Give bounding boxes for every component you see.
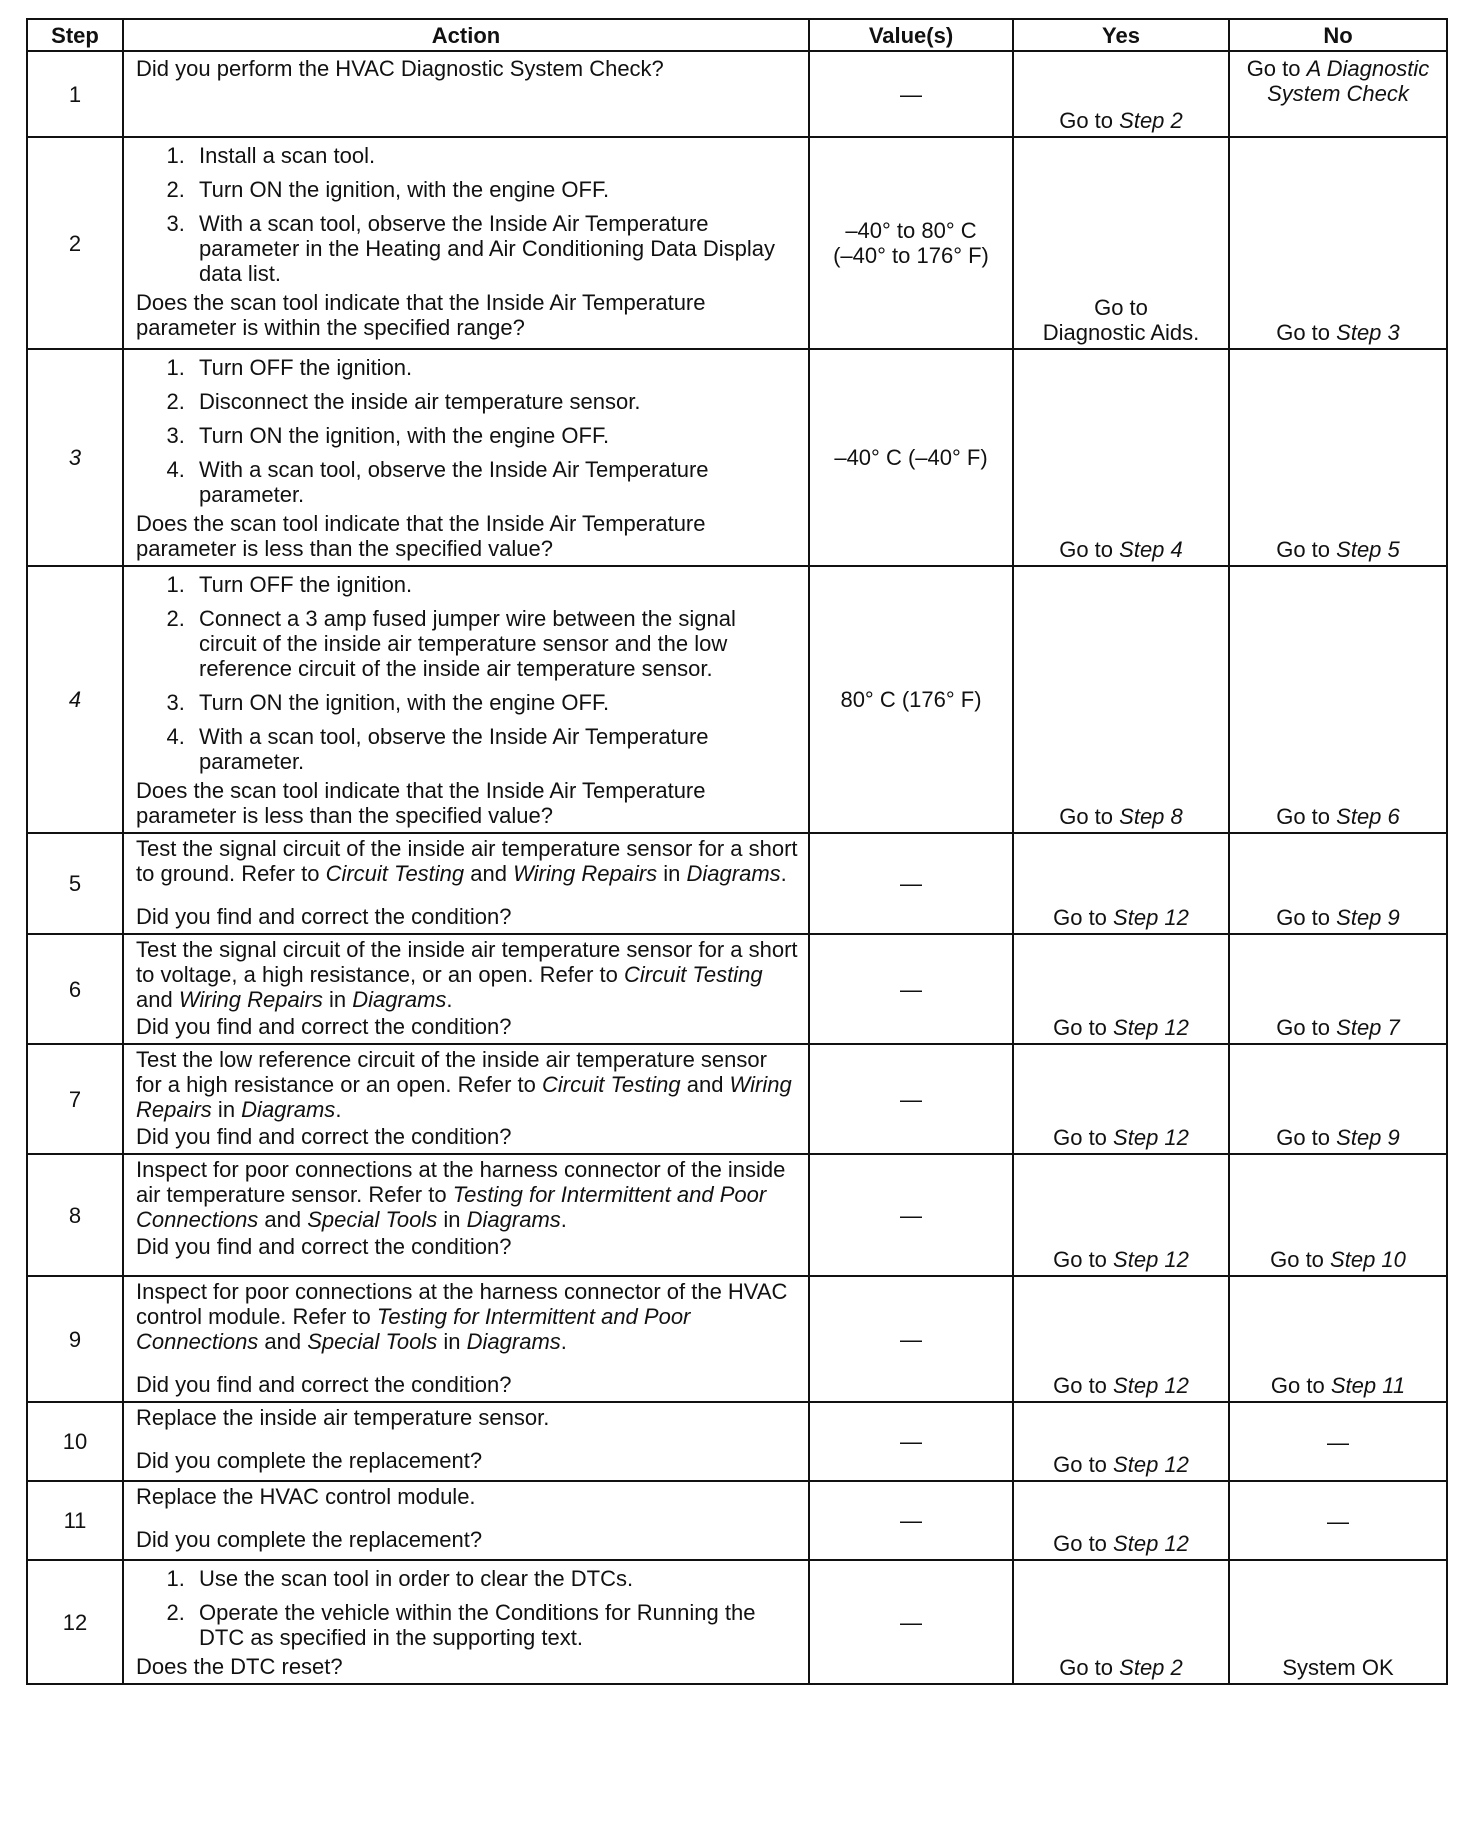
no-step-ref: Step 5 xyxy=(1336,537,1400,562)
table-row-step-8 xyxy=(27,1154,1447,1276)
action-item: 2. Turn ON the ignition, with the engine OFF. xyxy=(191,177,798,202)
action-text: Inspect for poor connections at the harness connector of the HVAC control module. Refer to Testing for Intermittent and Poor Connections and Special Tools in Diagrams. xyxy=(136,1279,788,1354)
value-dash: — xyxy=(900,1326,922,1352)
no-step-ref: Step 10 xyxy=(1330,1247,1406,1272)
action-text: Test the signal circuit of the inside air temperature sensor for a short to voltage, a high resistance, or an open. Refer to Circuit Testing and Wiring Repairs in Diagrams. xyxy=(136,937,798,1012)
yes-goto: Go to xyxy=(1053,1531,1107,1556)
action-item: 3. Turn ON the ignition, with the engine OFF. xyxy=(191,690,798,715)
action-question: Did you complete the replacement? xyxy=(136,1448,483,1473)
yes-goto: Go to xyxy=(1059,537,1114,562)
action-item: 3. Turn ON the ignition, with the engine OFF. xyxy=(191,423,798,448)
yes-cell xyxy=(1013,566,1229,833)
value-line: (–40° to 176° F) xyxy=(833,243,989,268)
value-dash: — xyxy=(900,1508,922,1533)
yes-step-ref: Step 4 xyxy=(1119,537,1183,562)
action-item: 1. Turn OFF the ignition. xyxy=(191,355,798,380)
action-cell xyxy=(123,51,809,137)
action-question: Did you perform the HVAC Diagnostic System Check? xyxy=(136,56,664,81)
step-number: 2 xyxy=(27,137,123,349)
ref-special-tools: Special Tools xyxy=(307,1207,438,1232)
no-cell xyxy=(1229,137,1447,349)
value-cell xyxy=(809,833,1013,934)
action-cell xyxy=(123,1560,809,1684)
no-step-ref: Step 7 xyxy=(1336,1015,1400,1040)
value-cell xyxy=(809,1044,1013,1154)
action-text-main: Inspect for poor connections at the harness connector of the HVAC control module. Refer to xyxy=(136,1279,788,1329)
ref-wiring-repairs: Wiring Repairs xyxy=(513,861,658,886)
action-question: Did you complete the replacement? xyxy=(136,1527,483,1552)
yes-step-ref: Step 2 xyxy=(1119,1655,1183,1680)
table-row-step-12 xyxy=(27,1560,1447,1684)
no-cell xyxy=(1229,51,1447,137)
action-cell xyxy=(123,833,809,934)
yes-step-ref: Step 12 xyxy=(1113,1125,1189,1150)
value-dash: — xyxy=(900,1609,922,1635)
action-question: Did you find and correct the condition? xyxy=(136,904,512,929)
yes-step-ref: Step 2 xyxy=(1119,108,1183,133)
table-row-step-1 xyxy=(27,51,1447,137)
yes-cell xyxy=(1013,1276,1229,1402)
action-cell xyxy=(123,137,809,349)
table-row-step-3 xyxy=(27,349,1447,566)
no-cell xyxy=(1229,1276,1447,1402)
ref-wiring-repairs: Wiring Repairs xyxy=(178,987,323,1012)
diagnostic-table xyxy=(26,18,1448,1685)
yes-goto: Go to xyxy=(1094,295,1148,320)
action-text: Test the signal circuit of the inside air temperature sensor for a short to ground. Refer to Circuit Testing and Wiring Repairs in Diagrams. xyxy=(136,836,798,886)
no-goto: Go to xyxy=(1276,537,1331,562)
yes-step-ref: Step 12 xyxy=(1113,1452,1189,1477)
action-item: 4. With a scan tool, observe the Inside Air Temperature parameter. xyxy=(191,724,798,774)
ref-diagrams: Diagrams xyxy=(352,987,447,1012)
no-goto: Go to xyxy=(1270,1373,1325,1398)
no-cell xyxy=(1229,349,1447,566)
action-cell xyxy=(123,1276,809,1402)
value-cell xyxy=(809,1481,1013,1560)
action-cell xyxy=(123,1402,809,1481)
action-question: Did you find and correct the condition? xyxy=(136,1234,512,1259)
header-action: Action xyxy=(123,19,809,51)
ref-diagrams: Diagrams xyxy=(686,861,781,886)
ref-diagrams: Diagrams xyxy=(466,1207,561,1232)
step-number: 1 xyxy=(27,51,123,137)
yes-step-ref: Step 8 xyxy=(1119,804,1183,829)
ref-wiring-repairs: Wiring Repairs xyxy=(136,1072,792,1122)
ref-testing-intermittent: Testing for Intermittent and Poor Connections xyxy=(136,1182,767,1232)
table-row-step-5 xyxy=(27,833,1447,934)
value-cell: 80° C (176° F) xyxy=(809,566,1013,833)
action-text: Replace the HVAC control module. xyxy=(136,1484,476,1509)
step-number: 11 xyxy=(27,1481,123,1560)
action-cell xyxy=(123,566,809,833)
header-values: Value(s) xyxy=(809,19,1013,51)
ref-diagrams: Diagrams xyxy=(466,1329,561,1354)
action-item: 1. Use the scan tool in order to clear the DTCs. xyxy=(191,1566,798,1591)
table-row-step-11 xyxy=(27,1481,1447,1560)
yes-goto: Go to xyxy=(1053,1247,1107,1272)
action-question: Does the scan tool indicate that the Inside Air Temperature parameter is less than the specified value? xyxy=(136,511,706,561)
yes-goto: Go to xyxy=(1059,1655,1114,1680)
value-line: –40° to 80° C xyxy=(845,218,977,243)
action-text-main: Test the signal circuit of the inside air temperature sensor for a short to ground. Refer to xyxy=(136,836,798,886)
value-dash: — xyxy=(900,1429,922,1454)
action-cell xyxy=(123,1044,809,1154)
no-goto: Go to xyxy=(1276,320,1331,345)
ref-testing-intermittent: Testing for Intermittent and Poor Connections xyxy=(136,1304,691,1354)
no-ref: A Diagnostic System Check xyxy=(1267,56,1430,106)
no-goto: Go to xyxy=(1246,56,1301,81)
header-step: Step xyxy=(27,19,123,51)
action-question: Does the scan tool indicate that the Inside Air Temperature parameter is within the specified range? xyxy=(136,290,706,340)
yes-goto: Go to xyxy=(1053,1373,1107,1398)
table-row-step-9 xyxy=(27,1276,1447,1402)
no-cell xyxy=(1229,833,1447,934)
ref-special-tools: Special Tools xyxy=(307,1329,438,1354)
header-yes: Yes xyxy=(1013,19,1229,51)
no-cell: — xyxy=(1229,1402,1447,1481)
table-row-step-10 xyxy=(27,1402,1447,1481)
yes-goto: Go to xyxy=(1053,1452,1107,1477)
no-cell xyxy=(1229,1044,1447,1154)
action-item: 2. Disconnect the inside air temperature sensor. xyxy=(191,389,798,414)
value-dash: — xyxy=(900,976,922,1002)
yes-cell xyxy=(1013,1154,1229,1276)
diagnostic-table-page xyxy=(26,18,1446,1685)
action-cell xyxy=(123,934,809,1044)
yes-cell xyxy=(1013,833,1229,934)
no-cell xyxy=(1229,1154,1447,1276)
step-number: 4 xyxy=(27,566,123,833)
yes-step-ref: Step 12 xyxy=(1113,1531,1189,1556)
yes-goto: Go to xyxy=(1053,1015,1107,1040)
action-list xyxy=(136,355,798,507)
no-goto: Go to xyxy=(1276,1125,1331,1150)
table-row-step-2 xyxy=(27,137,1447,349)
table-row-step-7 xyxy=(27,1044,1447,1154)
value-cell xyxy=(809,934,1013,1044)
yes-step-ref: Step 12 xyxy=(1113,905,1189,930)
yes-cell xyxy=(1013,1481,1229,1560)
action-text: Test the low reference circuit of the inside air temperature sensor for a high resistance or an open. Refer to Circuit Testing and Wiring Repairs in Diagrams. xyxy=(136,1047,792,1122)
action-question: Did you find and correct the condition? xyxy=(136,1014,512,1039)
action-question: Does the scan tool indicate that the Inside Air Temperature parameter is less than the specified value? xyxy=(136,778,706,828)
yes-cell xyxy=(1013,1560,1229,1684)
value-cell xyxy=(809,137,1013,349)
yes-step-ref: Step 12 xyxy=(1113,1015,1189,1040)
no-goto: Go to xyxy=(1276,1015,1331,1040)
ref-diagrams: Diagrams xyxy=(241,1097,336,1122)
yes-diagnostic-aids: Diagnostic Aids. xyxy=(1042,320,1200,345)
action-item: 1. Turn OFF the ignition. xyxy=(191,572,798,597)
step-number: 3 xyxy=(27,349,123,566)
action-item: 2. Connect a 3 amp fused jumper wire between the signal circuit of the inside air temperature sensor and the low reference circuit of the inside air temperature sensor. xyxy=(191,606,798,681)
no-step-ref: Step 6 xyxy=(1336,804,1400,829)
yes-goto: Go to xyxy=(1053,905,1107,930)
no-step-ref: Step 9 xyxy=(1336,1125,1400,1150)
no-cell xyxy=(1229,934,1447,1044)
yes-cell xyxy=(1013,1044,1229,1154)
action-cell xyxy=(123,349,809,566)
yes-step-ref: Step 12 xyxy=(1113,1247,1189,1272)
table-row-step-4 xyxy=(27,566,1447,833)
step-number: 6 xyxy=(27,934,123,1044)
action-item: 3. With a scan tool, observe the Inside Air Temperature parameter in the Heating and Air Conditioning Data Display data list. xyxy=(191,211,798,286)
yes-cell xyxy=(1013,934,1229,1044)
step-number: 10 xyxy=(27,1402,123,1481)
action-list xyxy=(136,143,798,286)
yes-goto: Go to xyxy=(1059,108,1114,133)
no-step-ref: Step 11 xyxy=(1330,1373,1406,1398)
header-no: No xyxy=(1229,19,1447,51)
action-list xyxy=(136,572,798,774)
yes-cell xyxy=(1013,137,1229,349)
value-dash: — xyxy=(900,1202,922,1228)
value-dash: — xyxy=(900,1086,922,1112)
yes-goto: Go to xyxy=(1059,804,1114,829)
value-cell: –40° C (–40° F) xyxy=(809,349,1013,566)
action-question: Did you find and correct the condition? xyxy=(136,1124,512,1149)
value-dash: — xyxy=(900,871,922,896)
table-header-row xyxy=(27,19,1447,51)
action-cell xyxy=(123,1154,809,1276)
no-cell xyxy=(1229,566,1447,833)
action-question: Did you find and correct the condition? xyxy=(136,1372,512,1397)
no-goto: Go to xyxy=(1276,905,1331,930)
value-cell xyxy=(809,1560,1013,1684)
no-cell: System OK xyxy=(1229,1560,1447,1684)
value-cell xyxy=(809,1154,1013,1276)
no-goto: Go to xyxy=(1270,1247,1324,1272)
no-cell: — xyxy=(1229,1481,1447,1560)
step-number: 12 xyxy=(27,1560,123,1684)
value-cell xyxy=(809,51,1013,137)
action-text-main: Inspect for poor connections at the harness connector of the inside air temperature sensor. Refer to xyxy=(136,1157,786,1207)
no-step-ref: Step 9 xyxy=(1336,905,1400,930)
action-list xyxy=(136,1566,798,1650)
value-cell xyxy=(809,1402,1013,1481)
ref-circuit-testing: Circuit Testing xyxy=(325,861,465,886)
action-text-main: Test the signal circuit of the inside air temperature sensor for a short to voltage, a high resistance, or an open. Refer to xyxy=(136,937,798,987)
action-question: Does the DTC reset? xyxy=(136,1654,343,1679)
value-cell xyxy=(809,1276,1013,1402)
ref-circuit-testing: Circuit Testing xyxy=(542,1072,681,1097)
action-text: Replace the inside air temperature sensor. xyxy=(136,1405,550,1430)
yes-cell xyxy=(1013,1402,1229,1481)
no-goto: Go to xyxy=(1276,804,1331,829)
action-text-main: Test the low reference circuit of the inside air temperature sensor for a high resistance or an open. Refer to xyxy=(136,1047,767,1097)
ref-circuit-testing: Circuit Testing xyxy=(623,962,763,987)
yes-step-ref: Step 12 xyxy=(1113,1373,1189,1398)
action-cell xyxy=(123,1481,809,1560)
step-number: 5 xyxy=(27,833,123,934)
action-item: 4. With a scan tool, observe the Inside Air Temperature parameter. xyxy=(191,457,798,507)
yes-cell xyxy=(1013,349,1229,566)
table-row-step-6 xyxy=(27,934,1447,1044)
step-number: 8 xyxy=(27,1154,123,1276)
value-dash: — xyxy=(900,81,922,107)
yes-cell xyxy=(1013,51,1229,137)
action-text: Inspect for poor connections at the harness connector of the inside air temperature sensor. Refer to Testing for Intermittent and Poor Connections and Special Tools in Diagrams. xyxy=(136,1157,786,1232)
action-item: 2. Operate the vehicle within the Conditions for Running the DTC as specified in the supporting text. xyxy=(191,1600,798,1650)
action-item: 1. Install a scan tool. xyxy=(191,143,798,168)
no-step-ref: Step 3 xyxy=(1336,320,1400,345)
step-number: 7 xyxy=(27,1044,123,1154)
step-number: 9 xyxy=(27,1276,123,1402)
yes-goto: Go to xyxy=(1053,1125,1107,1150)
